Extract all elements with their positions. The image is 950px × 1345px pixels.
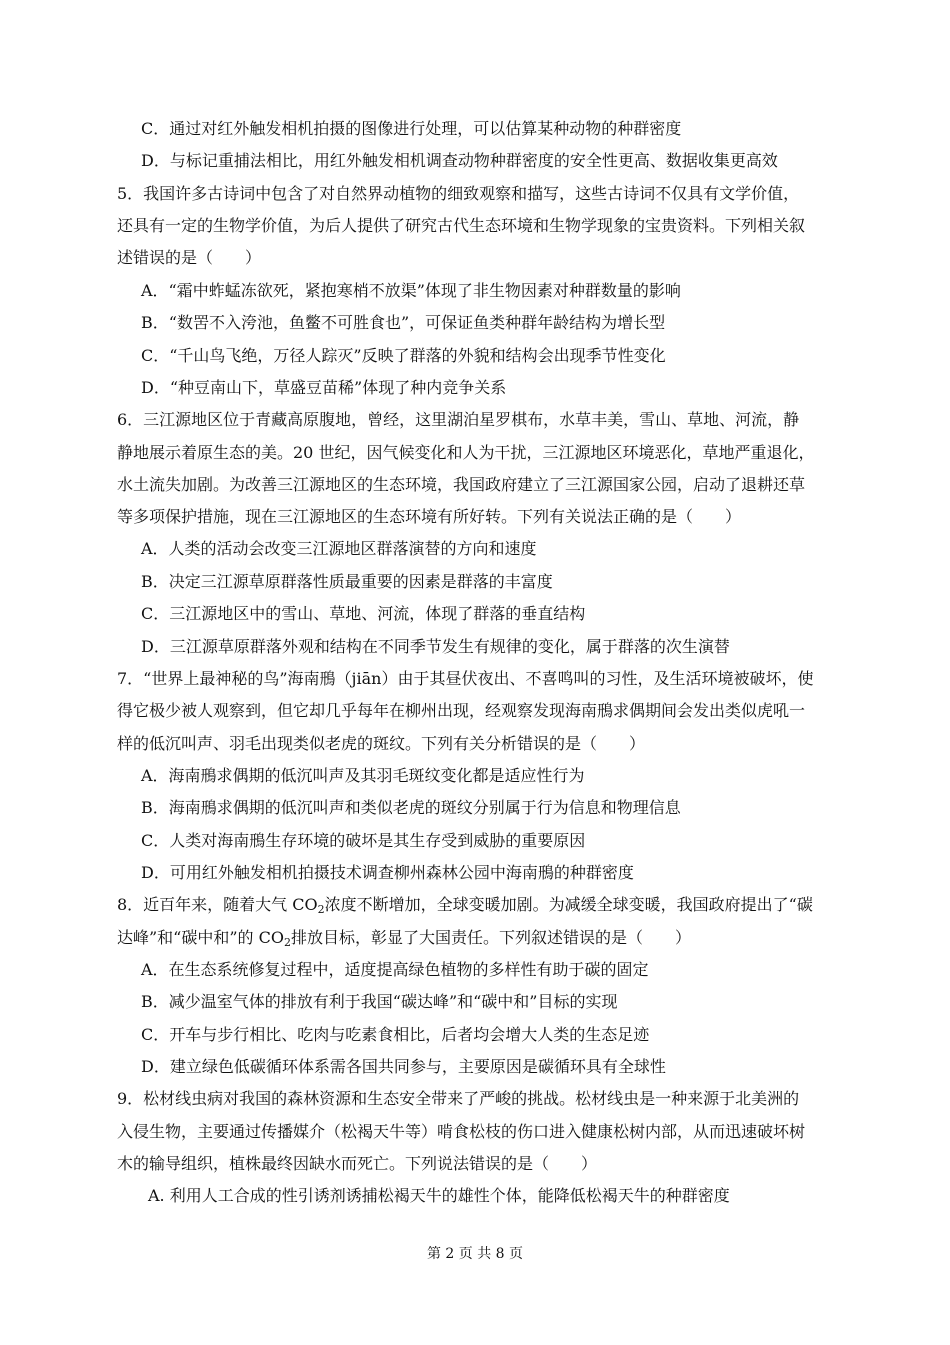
q7-option-b: B．海南鳽求偶期的低沉叫声和类似老虎的斑纹分别属于行为信息和物理信息 <box>141 798 681 817</box>
q7-stem-line-2: 得它极少被人观察到，但它却几乎每年在柳州出现，经观察发现海南鳽求偶期间会发出类似虎吼一 <box>117 701 806 720</box>
q6-option-b: B．决定三江源草原群落性质最重要的因素是群落的丰富度 <box>141 572 553 591</box>
q5-option-b: B．“数罟不入洿池，鱼鳖不可胜食也”，可保证鱼类种群年龄结构为增长型 <box>141 313 666 332</box>
q6-option-a: A．人类的活动会改变三江源地区群落演替的方向和速度 <box>141 539 537 558</box>
q7-option-d: D．可用红外触发相机拍摄技术调查柳州森林公园中海南鳽的种群密度 <box>141 863 634 882</box>
q6-stem-line-3: 水土流失加剧。为改善三江源地区的生态环境，我国政府建立了三江源国家公园，启动了退耕还草 <box>117 475 806 494</box>
q8-stem-line-1: 8．近百年来，随着大气 $CO_2$浓度不断增加，全球变暖加剧。为减缓全球变暖，我国政府提出了“碳 <box>117 895 813 916</box>
page-number-footer: 第 2 页 共 8 页 <box>426 1246 524 1262</box>
q4-option-d: D．与标记重捕法相比，用红外触发相机调查动物种群密度的安全性更高、数据收集更高效 <box>141 151 778 170</box>
q9-option-a: A. 利用人工合成的性引诱剂诱捕松褐天牛的雄性个体，能降低松褐天牛的种群密度 <box>148 1186 730 1205</box>
q7-stem-line-1: 7．“世界上最神秘的鸟”海南鳽（jiān）由于其昼伏夜出、不喜鸣叫的习性，及生活环境被破坏，使 <box>117 669 814 688</box>
q6-option-c: C．三江源地区中的雪山、草地、河流，体现了群落的垂直结构 <box>141 604 586 623</box>
q9-stem-line-1: 9．松材线虫病对我国的森林资源和生态安全带来了严峻的挑战。松材线虫是一种来源于北美洲的 <box>117 1089 800 1108</box>
q6-option-d: D．三江源草原群落外观和结构在不同季节发生有规律的变化，属于群落的次生演替 <box>141 637 730 656</box>
q5-stem-line-1: 5．我国许多古诗词中包含了对自然界动植物的细致观察和描写，这些古诗词不仅具有文学价值， <box>117 184 800 203</box>
q8-option-a: A．在生态系统修复过程中，适度提高绿色植物的多样性有助于碳的固定 <box>141 960 649 979</box>
q8-option-d: D．建立绿色低碳循环体系需各国共同参与，主要原因是碳循环具有全球性 <box>141 1057 666 1076</box>
q6-stem-line-4: 等多项保护措施，现在三江源地区的生态环境有所好转。下列有关说法正确的是（ ） <box>117 507 742 526</box>
q5-stem-line-2: 还具有一定的生物学价值，为后人提供了研究古代生态环境和生物学现象的宝贵资料。下列相关叙 <box>117 216 806 235</box>
q4-option-c: C．通过对红外触发相机拍摄的图像进行处理，可以估算某种动物的种群密度 <box>141 119 682 138</box>
q5-stem-line-3: 述错误的是（ ） <box>117 248 262 267</box>
q8-option-c: C．开车与步行相比、吃肉与吃素食相比，后者均会增大人类的生态足迹 <box>141 1025 650 1044</box>
q6-stem-line-1: 6．三江源地区位于青藏高原腹地，曾经，这里湖泊星罗棋布，水草丰美，雪山、草地、河流，静 <box>117 410 800 429</box>
q5-option-c: C．“千山鸟飞绝，万径人踪灭”反映了群落的外貌和结构会出现季节性变化 <box>141 346 666 365</box>
q7-option-c: C．人类对海南鳽生存环境的破坏是其生存受到威胁的重要原因 <box>141 831 586 850</box>
q6-stem-line-2: 静地展示着原生态的美。20 世纪，因气候变化和人为干扰，三江源地区环境恶化，草地严重退化， <box>117 443 815 462</box>
q7-stem-line-3: 样的低沉叫声、羽毛出现类似老虎的斑纹。下列有关分析错误的是（ ） <box>117 734 646 753</box>
q7-option-a: A．海南鳽求偶期的低沉叫声及其羽毛斑纹变化都是适应性行为 <box>141 766 585 785</box>
q8-option-b: B．减少温室气体的排放有利于我国“碳达峰”和“碳中和”目标的实现 <box>141 992 618 1011</box>
q8-stem-line-2: 达峰”和“碳中和”的 $CO_2$排放目标，彰显了大国责任。下列叙述错误的是（ ） <box>117 928 692 949</box>
q5-option-d: D．“种豆南山下，草盛豆苗稀”体现了种内竞争关系 <box>141 378 507 397</box>
q5-option-a: A．“霜中蚱蜢冻欲死，紧抱寒梢不放渠”体现了非生物因素对种群数量的影响 <box>141 281 681 300</box>
q9-stem-line-2: 入侵生物，主要通过传播媒介（松褐天牛等）啃食松枝的伤口进入健康松树内部，从而迅速破坏树 <box>117 1122 806 1141</box>
q9-stem-line-3: 木的输导组织，植株最终因缺水而死亡。下列说法错误的是（ ） <box>117 1154 598 1173</box>
